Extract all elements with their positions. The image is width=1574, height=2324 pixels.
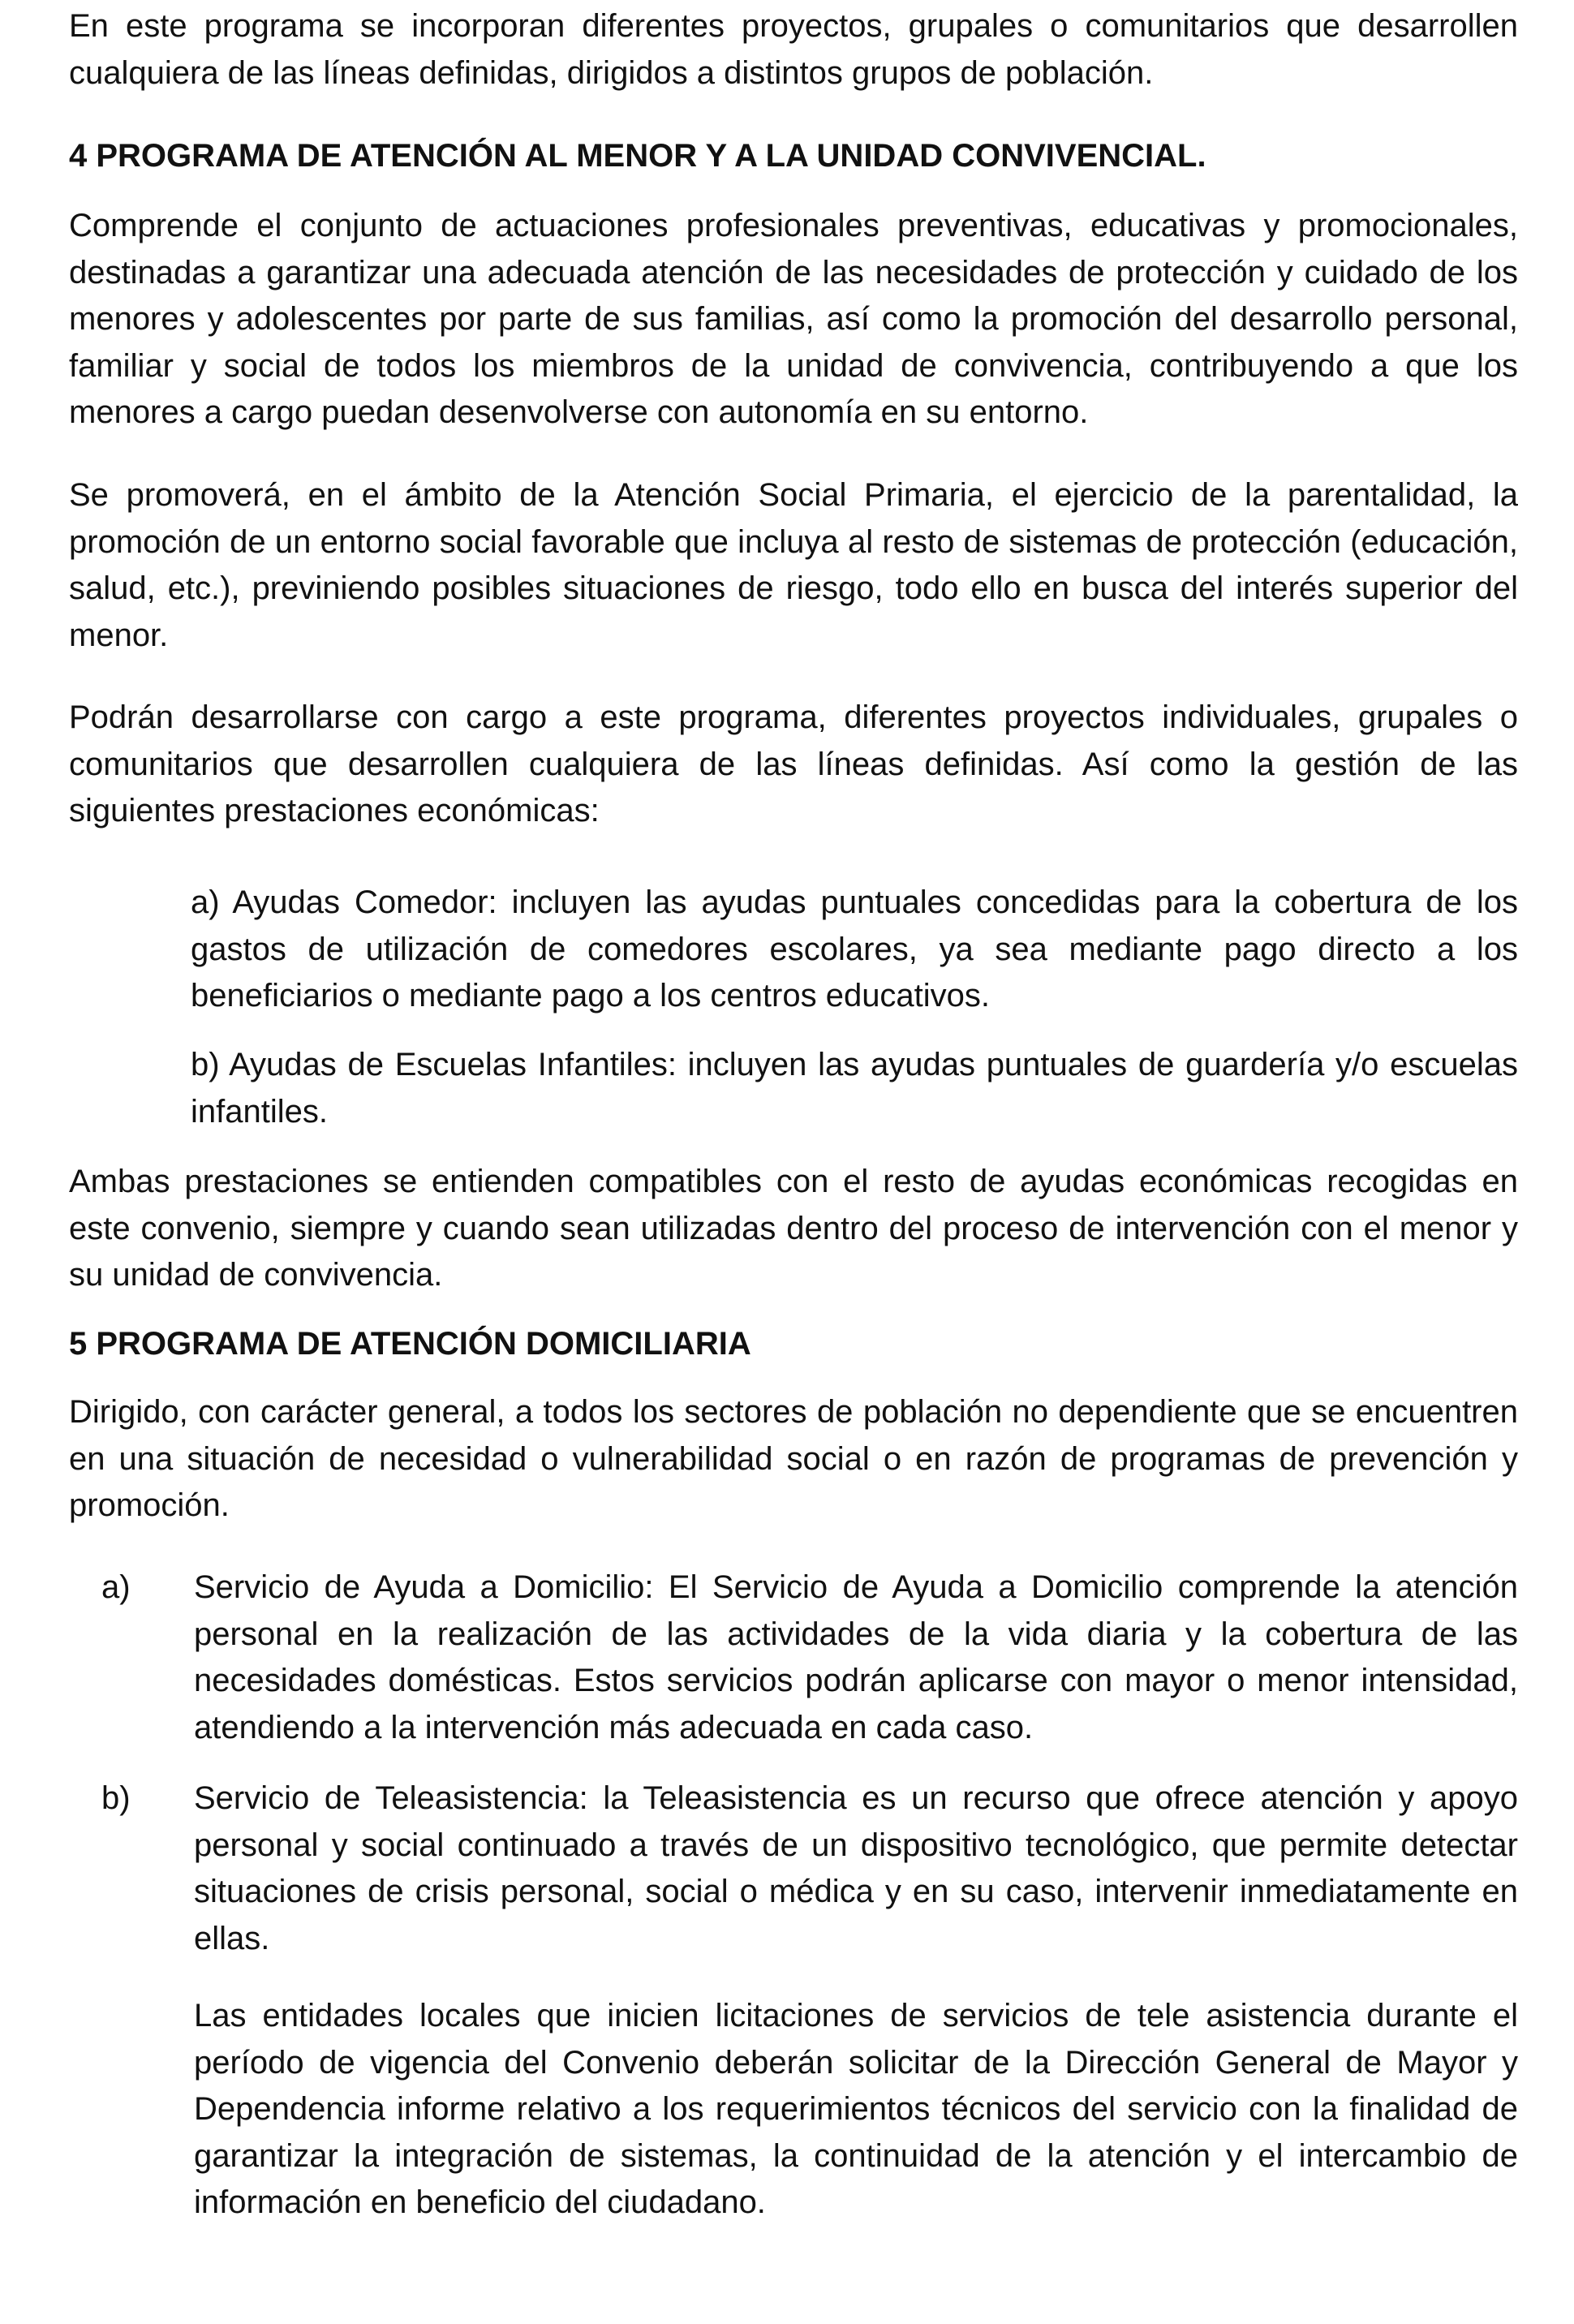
section-4-paragraph-2: Se promoverá, en el ámbito de la Atención Social Primaria, el ejercicio de la parentalidad, la promoción de un entorno social favorable que incluya al resto de sistemas de protección (educación, salud, etc.), previniendo posibles situaciones de riesgo, todo ello en busca del interés superior del menor. xyxy=(69,477,1518,653)
section-4-item-a: a) Ayudas Comedor: incluyen las ayudas puntuales concedidas para la cobertura de los gastos de utilización de comedores escolares, ya sea mediante pago directo a los beneficiarios o mediante pago a los centros educativos. xyxy=(191,884,1518,1014)
section-4-item-b: b) Ayudas de Escuelas Infantiles: incluyen las ayudas puntuales de guardería y/o escuelas infantiles. xyxy=(191,1047,1518,1130)
list-item-continuation: Las entidades locales que inicien licitaciones de servicios de tele asistencia durante el período de vigencia del Convenio deberán solicitar de la Dirección General de Mayor y Dependencia informe relativo a los requerimientos técnicos del servicio con la finalidad de garantizar la integración de sistemas, la continuidad de la atención y el intercambio de información en beneficio del ciudadano. xyxy=(194,1998,1518,2220)
section-4-paragraph-3: Podrán desarrollarse con cargo a este programa, diferentes proyectos individuales, grupales o comunitarios que desarrollen cualquiera de las líneas definidas. Así como la gestión de las siguientes prestaciones económicas: xyxy=(69,699,1518,828)
list-item-text: Servicio de Ayuda a Domicilio: El Servicio de Ayuda a Domicilio comprende la atención personal en la realización de las actividades de la vida diaria y la cobertura de las necesidades domésticas. Estos servicios podrán aplicarse con mayor o menor intensidad, atendiendo a la intervención más adecuada en cada caso. xyxy=(194,1569,1518,1745)
list-item-text: Servicio de Teleasistencia: la Teleasistencia es un recurso que ofrece atención y apoyo personal y social continuado a través de un dispositivo tecnológico, que permite detectar situaciones de crisis personal, social o médica y en su caso, intervenir inmediatamente en ellas. xyxy=(194,1780,1518,1956)
list-marker: a) xyxy=(101,1569,131,1605)
section-4-paragraph-4: Ambas prestaciones se entienden compatibles con el resto de ayudas económicas recogidas en este convenio, siempre y cuando sean utilizadas dentro del proceso de intervención con el menor y su unidad de convivencia. xyxy=(69,1164,1518,1293)
section-4-paragraph-1: Comprende el conjunto de actuaciones profesionales preventivas, educativas y promocionales, destinadas a garantizar una adecuada atención de las necesidades de protección y cuidado de los menores y adolescentes por parte de sus familias, así como la promoción del desarrollo personal, familiar y social de todos los miembros de la unidad de convivencia, contribuyendo a que los menores a cargo puedan desenvolverse con autonomía en su entorno. xyxy=(69,208,1518,430)
section-4-heading: 4 PROGRAMA DE ATENCIÓN AL MENOR Y A LA UNIDAD CONVIVENCIAL. xyxy=(69,138,1206,174)
section-5-heading: 5 PROGRAMA DE ATENCIÓN DOMICILIARIA xyxy=(69,1326,751,1362)
list-marker: b) xyxy=(101,1780,131,1816)
section-5-paragraph-1: Dirigido, con carácter general, a todos los sectores de población no dependiente que se encuentren en una situación de necesidad o vulnerabilidad social o en razón de programas de prevención y promoción. xyxy=(69,1394,1518,1523)
intro-paragraph: En este programa se incorporan diferentes proyectos, grupales o comunitarios que desarrollen cualquiera de las líneas definidas, dirigidos a distintos grupos de población. xyxy=(69,8,1518,91)
